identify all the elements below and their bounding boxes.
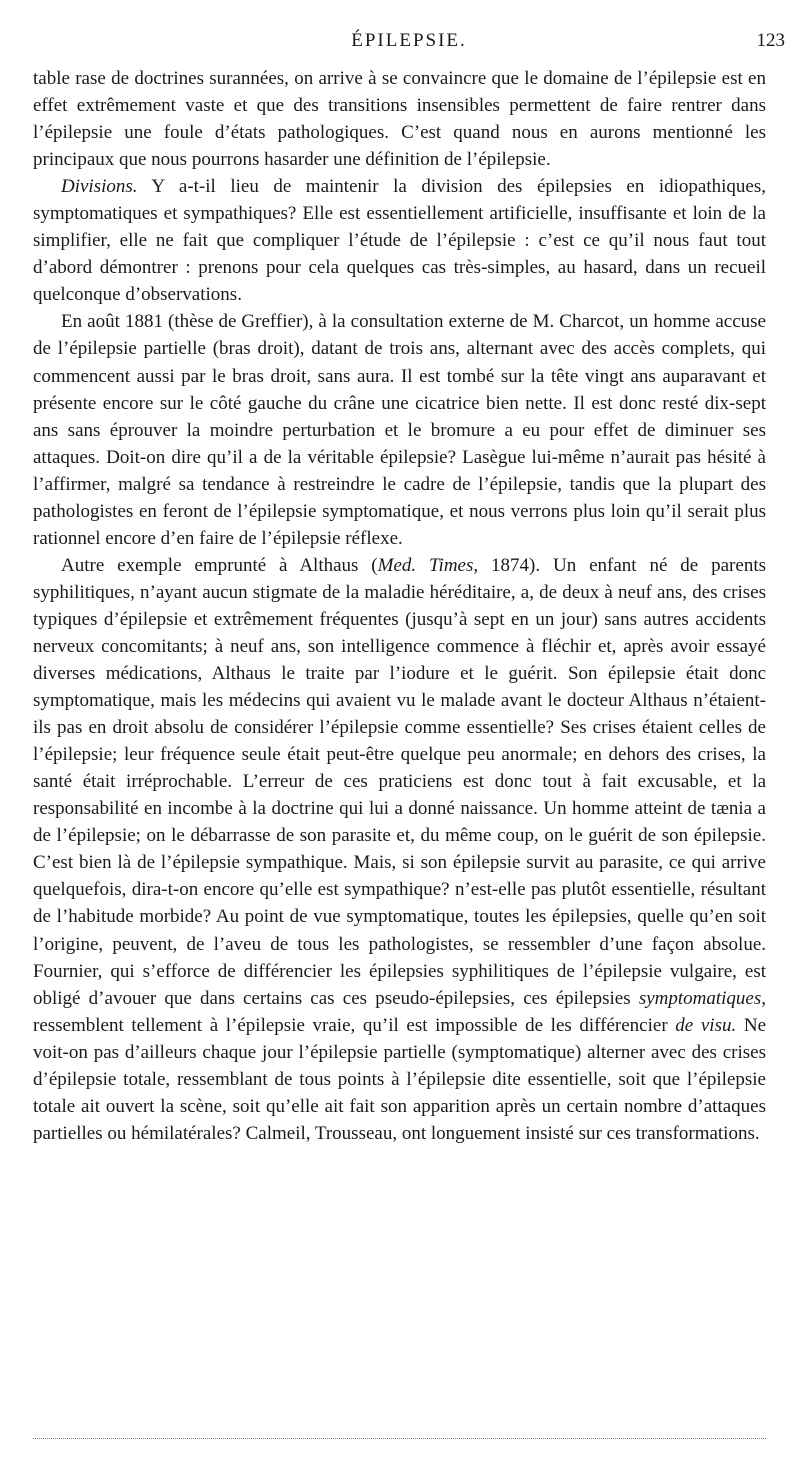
page-number: 123 xyxy=(756,30,785,51)
paragraph-4-text-a: Autre exemple emprunté à Althaus ( xyxy=(61,554,378,576)
running-head xyxy=(33,30,785,54)
paragraph-3: En août 1881 (thèse de Greffier), à la consultation externe de M. Charcot, un homme accuse de l’épilepsie partielle (bras droit), datant de trois ans, alternant avec des accès complets, qui commencent aussi par le bras droit, sans aura. Il est tombé sur la tête vingt ans auparavant et présente encore sur le côté gauche du crâne une cicatrice bien nette. Il est donc resté dix-sept ans sans éprouver la moindre perturbation et le bromure a eu pour effet de diminuer ses attaques. Doit-on dire qu’il a de la véritable épilepsie? Lasègue lui-même n’aurait pas hésité à l’affirmer, malgré sa tendance à restreindre le cadre de l’épilepsie, tandis que la plupart des pathologistes en feront de l’épilepsie symptomatique, et nous verrons plus loin qu’il serait plus rationnel encore d’en faire de l’épilepsie réflexe. xyxy=(33,311,766,549)
italic-term-symptomatiques: symptomatiques, xyxy=(638,987,766,1009)
paragraph-1: table rase de doctrines surannées, on arrive à se convaincre que le domaine de l’épilepsie est en effet extrêmement vaste et que des transitions insensibles permettent de faire rentrer dans l’épilepsie une foule d’états pathologiques. C’est quand nous en aurons mentionné les principaux que nous pourrons hasarder une définition de l’épilepsie. xyxy=(33,68,766,171)
paragraph-4 xyxy=(33,552,766,1147)
paragraph-2 xyxy=(33,173,766,308)
paragraph-4-text-b: 1874). Un enfant né de parents syphilitiques, n’ayant aucun stigmate de la maladie héréditaire, a, de deux à neuf ans, des crises typiques d’épilepsie et extrêmement fréquentes (jusqu’à sept en un jour) sans autres accidents nerveux concomitants; à neuf ans, son intelligence commence à fléchir et, après avoir essayé diverses médications, Althaus le traite par l’iodure et le guérit. Son épilepsie était donc symptomatique, mais les médecins qui avaient vu le malade avant le docteur Althaus n’étaient-ils pas en droit absolu de considérer l’épilepsie comme essentielle? Ses crises étaient celles de l’épilepsie; leur fréquence seule était peut-être quelque peu anormale; en dehors des crises, la santé était irréprochable. L’erreur de ces praticiens est donc tout à fait excusable, et la responsabilité en incombe à la doctrine qui lui a donné naissance. Un homme atteint de tænia a de l’épilepsie; on le débarrasse de son parasite et, du même coup, on le guérit de son épilepsie. C’est bien là de l’épilepsie sympathique. Mais, si son épilepsie survit au parasite, ce qui arrive quelquefois, dira-t-on encore qu’elle est sympathique? n’est-elle pas plutôt essentielle, résultant de l’habitude morbide? Au point de vue symptomatique, toutes les épilepsies, quelle qu’en soit l’origine, peuvent, de l’aveu de tous les pathologistes, se ressembler d’une façon absolue. Fournier, qui s’efforce de différencier les épilepsies syphilitiques de l’épilepsie vulgaire, est obligé d’avouer que dans certains cas ces pseudo-épilepsies, ces épilepsies xyxy=(33,554,766,1009)
footer-rule xyxy=(33,1438,766,1439)
italic-term-de-visu: de visu. xyxy=(675,1014,737,1036)
paragraph-2-text: Y a-t-il lieu de maintenir la division des épilepsies en idiopathiques, symptomatiques et sympathiques? Elle est essentiellement artificielle, insuffisante et loin de la simplifier, elle ne fait que compliquer l’étude de l’épilepsie : c’est ce qu’il nous faut tout d’abord démontrer : prenons pour cela quelques cas très-simples, au hasard, dans un recueil quelconque d’observations. xyxy=(33,176,766,306)
journal-citation: Med. Times, xyxy=(377,554,479,576)
section-heading-divisions: Divisions. xyxy=(61,176,138,198)
running-title: ÉPILEPSIE. xyxy=(351,30,467,51)
body-text xyxy=(33,65,766,1147)
paragraph-4-text-d: Ne voit-on pas d’ailleurs chaque jour l’épilepsie partielle (symptomatique) alterner avec des crises d’épilepsie totale, ressemblant de tous points à l’épilepsie dite essentielle, soit que l’épilepsie totale ait ouvert la scène, soit qu’elle ait fait son apparition après un certain nombre d’attaques partielles ou hémilatérales? Calmeil, Trousseau, ont longuement insisté sur ces transformations. xyxy=(33,1014,767,1144)
paragraph-4-text-c: ressemblent tellement à l’épilepsie vraie, qu’il est impossible de les différencier xyxy=(33,1014,676,1036)
